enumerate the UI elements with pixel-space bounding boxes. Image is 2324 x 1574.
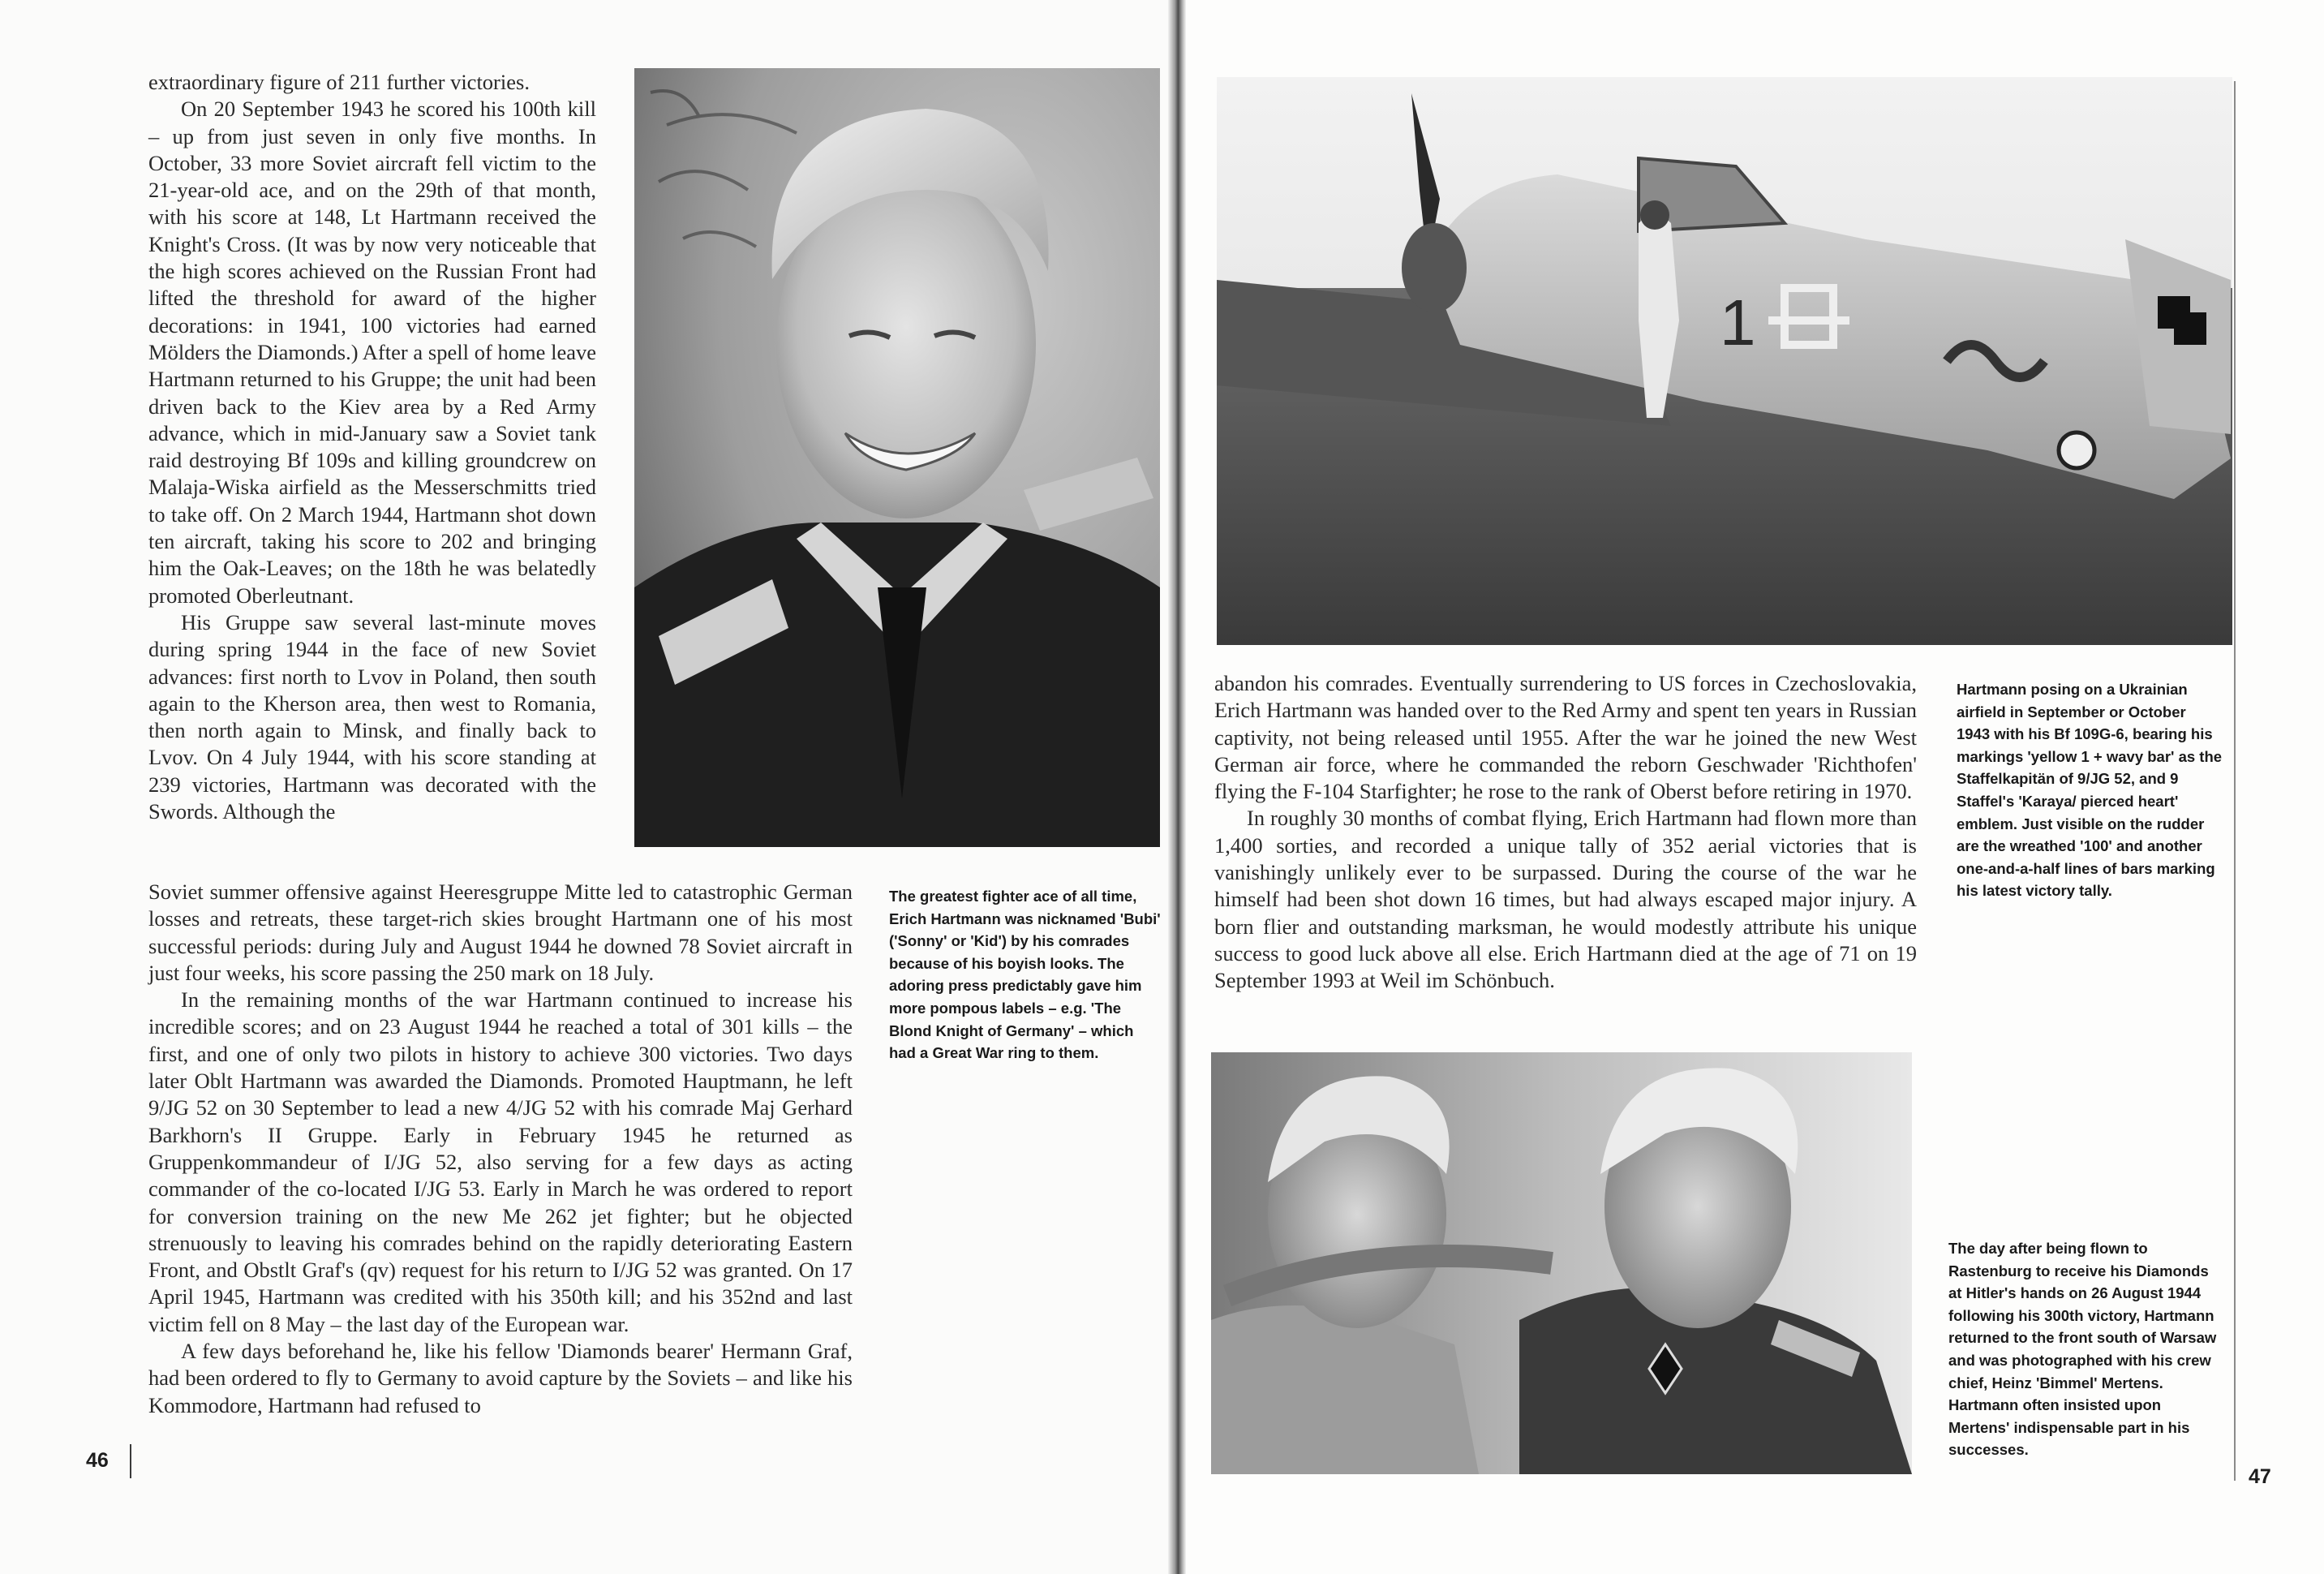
- portrait-caption: The greatest fighter ace of all time, Erich Hartmann was nicknamed 'Bubi' ('Sonny' or 'Kid') by his comrades because of his boyish looks. The adoring press predictably gave him more pompous labels – e.g. 'The Blond Knight of Germany' – which had a Great War ring to them.: [889, 888, 1161, 1062]
- fuselage-number: 1: [1720, 286, 1756, 359]
- paragraph: His Gruppe saw several last-minute moves during spring 1944 in the face of new Soviet advances: first north to Lvov in Poland, then south again to the Kherson area, then west to Romania, then north again to Minsk, and finally back to Lvov. On 4 July 1944, with his score standing at 239 victories, Hartmann was decorated with the Swords. Although the: [148, 609, 596, 824]
- portrait-photo: [634, 68, 1160, 847]
- right-column: [1214, 670, 1917, 995]
- folio-rule: [2234, 81, 2236, 1481]
- paragraph: On 20 September 1943 he scored his 100th kill – up from just seven in only five months. In October, 33 more Soviet aircraft fell victim to the 21-year-old ace, and on the 29th of that month, with his score at 148, Lt Hartmann received the Knight's Cross. (It was by now very noticeable that the high scores achieved on the Russian Front had lifted the threshold for award of the higher decorations: in 1941, 100 victories had earned Mölders the Diamonds.) After a spell of home leave Hartmann returned to his Gruppe; the unit had been driven back to the Kiev area by a Red Army advance, which in mid-January saw a Soviet tank raid destroying Bf 109s and killing groundcrew on Malaja-Wiska airfield as the Messerschmitts tried to take off. On 2 March 1944, Hartmann shot down ten aircraft, taking his score to 202 and bringing him the Oak-Leaves; on the 18th he was belatedly promoted Oberleutnant.: [148, 97, 596, 608]
- paragraph: Soviet summer offensive against Heeresgruppe Mitte led to catastrophic German losses and retreats, these target-rich skies brought Hartmann one of his most successful periods: during July and August 1944 he downed 78 Soviet aircraft in just four weeks, his score passing the 250 mark on 18 July.: [148, 879, 853, 985]
- portrait-photo-icon: [634, 68, 1160, 847]
- crew-caption: The day after being flown to Rastenburg to receive his Diamonds at Hitler's hands on 26 August 1944 following his 300th victory, Hartmann returned to the front south of Warsaw and was photographed with his crew chief, Heinz 'Bimmel' Mertens. Hartmann often insisted upon Mertens' indispensable part in his successes.: [1948, 1240, 2217, 1459]
- crew-photo-icon: [1211, 1052, 1912, 1474]
- paragraph: In roughly 30 months of combat flying, Erich Hartmann had flown more than 1,400 sorties, and recorded a unique tally of 352 aerial victories that is vanishingly unlikely ever to be surpassed. During the course of the war he himself had been shot down 16 times, but had always escaped major injury. A born flier and outstanding marksman, he would modestly attribute his unique success to good luck above all else. Erich Hartmann died at the age of 71 on 19 September 1993 at Weil im Schönbuch.: [1214, 806, 1917, 993]
- gutter-shadow: [1178, 0, 1186, 1574]
- aircraft-caption: Hartmann posing on a Ukrainian airfield in September or October 1943 with his Bf 109G-6, bearing his markings 'yellow 1 + wavy bar' as the Staffelkapitän of 9/JG 52, and 9 Staffel's 'Karaya/ pierced heart' emblem. Just visible on the rudder are the wreathed '100' and another one-and-a-half lines of bars marking his latest victory tally.: [1957, 681, 2223, 900]
- aircraft-photo: [1217, 77, 2232, 645]
- left-narrow-column: [148, 69, 596, 825]
- paragraph: extraordinary figure of 211 further victories.: [148, 70, 530, 94]
- paragraph: A few days beforehand he, like his fellow 'Diamonds bearer' Hermann Graf, had been ordered to fly to Germany to avoid capture by the Soviets – and like his Kommodore, Hartmann had refused to: [148, 1339, 853, 1417]
- crew-photo: [1211, 1052, 1912, 1474]
- gutter-shadow: [1168, 0, 1178, 1574]
- folio-rule: [130, 1444, 131, 1478]
- left-wide-column: [148, 879, 853, 1419]
- paragraph: abandon his comrades. Eventually surrendering to US forces in Czechoslovakia, Erich Hartmann was handed over to the Red Army and spent ten years in Russian captivity, not being released until 1955. After the war he joined the new West German air force, where he commanded the reborn Geschwader 'Richthofen' flying the F-104 Starfighter; he rose to the rank of Oberst before retiring in 1970.: [1214, 671, 1917, 804]
- page-number-left: 46: [86, 1449, 109, 1472]
- page-number-right: 47: [2249, 1465, 2271, 1488]
- paragraph: In the remaining months of the war Hartmann continued to increase his incredible scores; and on 23 August 1944 he reached a total of 301 kills – the first, and one of only two pilots in history to achieve 300 victories. Two days later Oblt Hartmann was awarded the Diamonds. Promoted Hauptmann, he left 9/JG 52 on 30 September to lead a new 4/JG 52 with his comrade Maj Gerhard Barkhorn's II Gruppe. Early in February 1945 he returned as Gruppenkommandeur of I/JG 52, also serving for a few days as acting commander of the co-located I/JG 53. Early in March he was ordered to report for conversion training on the new Me 262 jet fighter; but he objected strenuously to leaving his comrades behind on the rapidly deteriorating Eastern Front, and Obstlt Graf's (qv) request for his return to I/JG 52 was granted. On 17 April 1945, Hartmann was credited with his 350th kill; and his 352nd and last victim fell on 8 May – the last day of the European war.: [148, 987, 853, 1336]
- aircraft-photo-icon: [1217, 77, 2232, 645]
